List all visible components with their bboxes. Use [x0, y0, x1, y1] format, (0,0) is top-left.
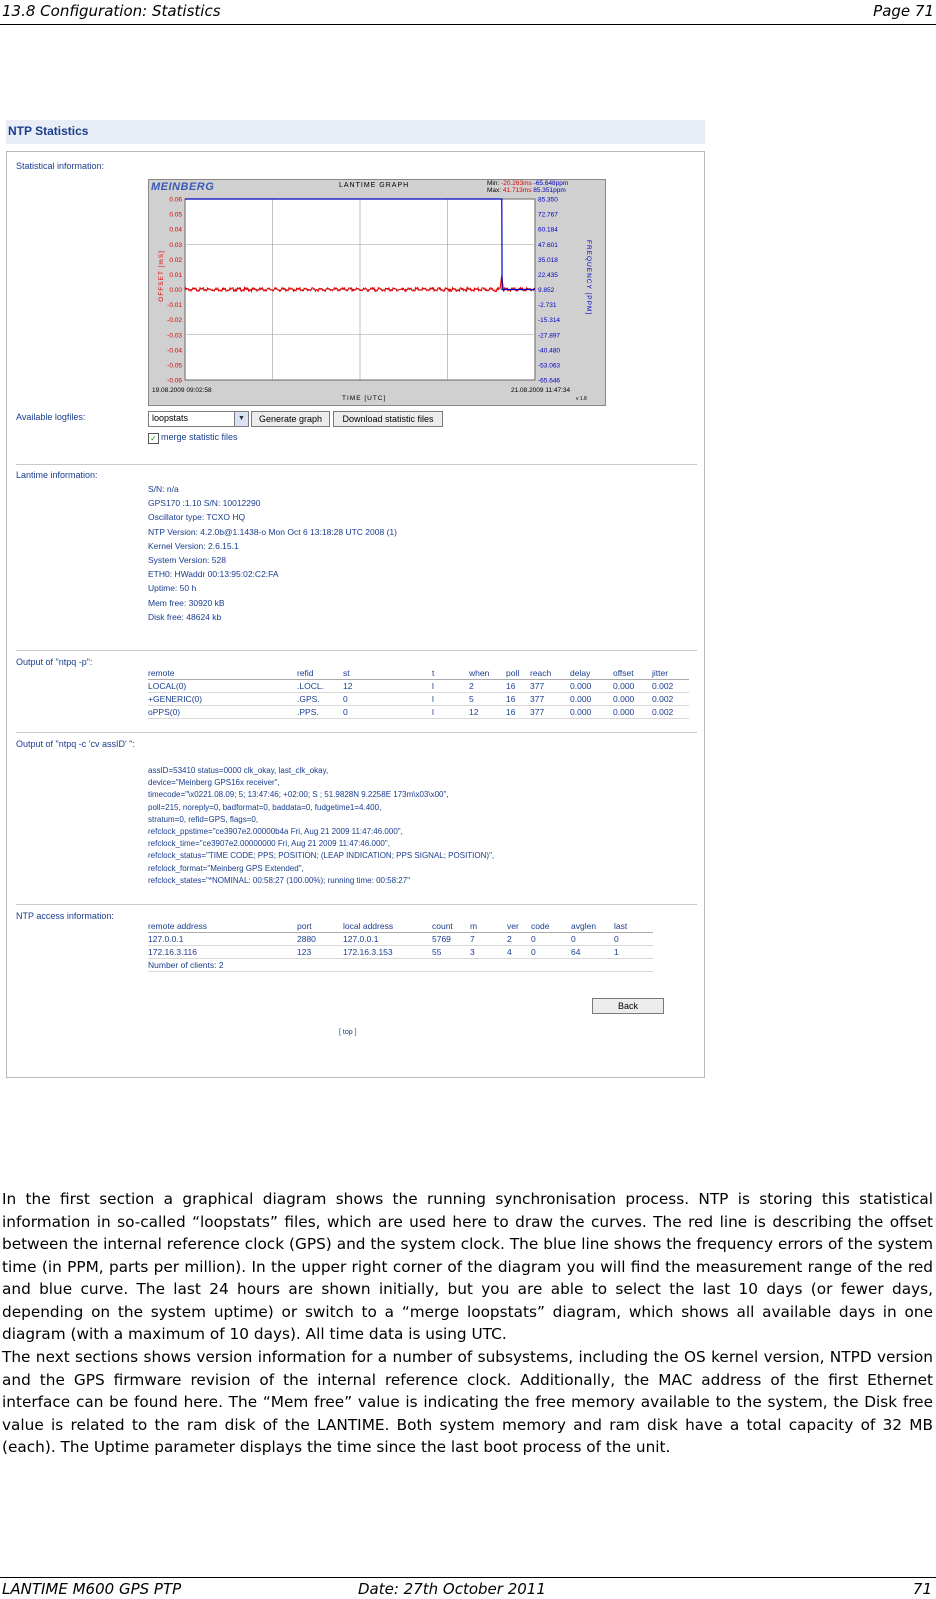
graph-min-readout: Min: -20.263ms -65.648ppm [487, 180, 569, 187]
table-cell: 0.000 [613, 706, 652, 719]
download-statistic-files-button[interactable]: Download statistic files [333, 411, 443, 427]
frequency-tick-label: 35.018 [538, 256, 558, 264]
table-row [148, 693, 689, 706]
offset-tick-label: -0.03 [167, 332, 182, 340]
lantime-graph [148, 179, 606, 406]
table-cell: oPPS(0) [148, 706, 297, 719]
lantime-info-list [148, 482, 397, 624]
ntpq-cv-line: refclock_states="*NOMINAL: 00:58:27 (100.00%); running time: 00:58:27" [148, 875, 411, 885]
table-cell: 1 [614, 946, 653, 959]
page-number-header: Page 71 [873, 2, 934, 20]
table-header-row [148, 667, 689, 680]
column-header: last [614, 920, 653, 933]
lantime-info-line: Mem free: 30920 kB [148, 597, 225, 608]
table-cell: 0.000 [613, 693, 652, 706]
ntp-statistics-screenshot [6, 120, 705, 1078]
frequency-tick-label: -27.897 [538, 332, 561, 340]
lantime-info-line: S/N: n/a [148, 484, 179, 494]
table-row [148, 706, 689, 719]
column-header: delay [570, 667, 613, 680]
table-cell: 127.0.0.1 [343, 933, 432, 946]
merge-statistic-label: merge statistic files [161, 432, 238, 442]
footer-product: LANTIME M600 GPS PTP [2, 1580, 182, 1598]
lantime-info-label: Lantime information: [16, 470, 98, 480]
column-header: t [432, 667, 469, 680]
table-cell: +GENERIC(0) [148, 693, 297, 706]
table-cell: 2880 [297, 933, 343, 946]
table-cell: LOCAL(0) [148, 680, 297, 693]
table-cell: 4 [507, 946, 531, 959]
frequency-tick-label: 72.767 [538, 211, 558, 219]
table-row [148, 680, 689, 693]
ntpq-cv-line: timecode="\x0221.08.09; 5; 13:47:46; +02:00; S ; 51.9828N 9.2258E 173m\x03\x00", [148, 790, 449, 800]
divider [16, 732, 697, 733]
table-cell: 0.000 [570, 693, 613, 706]
page-footer [0, 1577, 936, 1599]
frequency-tick-label: -15.314 [538, 317, 561, 325]
frequency-tick-label: -40.480 [538, 347, 561, 355]
frequency-tick-label: 60.184 [538, 226, 558, 234]
offset-tick-label: -0.02 [167, 317, 182, 325]
table-cell: 2 [507, 933, 531, 946]
table-cell: 7 [470, 933, 507, 946]
column-header: count [432, 920, 470, 933]
graph-version: v 1.8 [576, 396, 587, 402]
graph-max-readout: Max: 41.713ms 85.351ppm [487, 187, 566, 194]
table-cell: 16 [506, 680, 530, 693]
table-cell: .PPS. [297, 706, 343, 719]
logfile-select-value: loopstats [152, 413, 189, 423]
table-header-row [148, 920, 653, 933]
ntpq-cv-line: refclock_ppstime="ce3907e2.00000b4a Fri, Aug 21 2009 11:47:46.000", [148, 827, 403, 837]
column-header: remote [148, 667, 297, 680]
offset-tick-label: 0.06 [169, 196, 182, 204]
frequency-axis-label: FREQUENCY [PPM] [585, 240, 592, 316]
ntpq-cv-output [148, 765, 494, 887]
lantime-info-line: GPS170 :1.10 S/N: 10012290 [148, 498, 261, 509]
table-cell: 0.000 [613, 680, 652, 693]
ntp-access-label: NTP access information: [16, 911, 114, 921]
column-header: m [470, 920, 507, 933]
lantime-info-line: Uptime: 50 h [148, 583, 197, 594]
table-cell: 3 [470, 946, 507, 959]
graph-plot [149, 180, 605, 405]
statistical-info-label: Statistical information: [16, 161, 105, 171]
graph-title: LANTIME GRAPH [339, 182, 410, 189]
ntpq-cv-line: poll=215, noreply=0, badformat=0, baddata=0, fudgetime1=4.400, [148, 802, 382, 812]
table-cell: 5769 [432, 933, 470, 946]
table-cell: 0 [571, 933, 614, 946]
table-cell: 55 [432, 946, 470, 959]
footer-page-number: 71 [912, 1580, 932, 1598]
column-header: local address [343, 920, 432, 933]
divider [16, 904, 697, 905]
table-cell: 377 [530, 706, 570, 719]
ntpq-p-label: Output of "ntpq -p": [16, 657, 93, 667]
offset-tick-label: 0.05 [169, 211, 182, 219]
lantime-info-line: Disk free: 48624 kb [148, 611, 222, 622]
frequency-tick-label: 22.435 [538, 271, 558, 279]
frequency-tick-label: -65.646 [538, 377, 561, 385]
ntpq-cv-line: refclock_format="Meinberg GPS Extended", [148, 863, 304, 873]
column-header: port [297, 920, 343, 933]
table-cell: 172.16.3.116 [148, 946, 297, 959]
table-row [148, 933, 653, 946]
offset-tick-label: -0.06 [167, 377, 182, 385]
table-cell: 0.002 [652, 693, 689, 706]
table-cell: 123 [297, 946, 343, 959]
table-cell: 12 [469, 706, 506, 719]
offset-axis-label: OFFSET [mS] [158, 250, 165, 302]
column-header: reach [530, 667, 570, 680]
divider [16, 464, 697, 465]
table-cell: 16 [506, 693, 530, 706]
x-end-label: 21.08.2009 11:47:34 [511, 387, 571, 394]
table-row [148, 959, 653, 972]
table-cell: 12 [343, 680, 432, 693]
frequency-tick-label: -53.063 [538, 362, 561, 370]
lantime-info-line: NTP Version: 4.2.0b@1.1438-o Mon Oct 6 13:18:28 UTC 2008 (1) [148, 526, 397, 537]
ntpq-cv-line: device="Meinberg GPS16x receiver", [148, 778, 280, 788]
ntpq-cv-label: Output of "ntpq -c 'cv assID' ": [16, 739, 135, 749]
table-cell: 0.002 [652, 706, 689, 719]
page-header [0, 0, 936, 25]
table-cell: 0 [531, 933, 571, 946]
offset-tick-label: 0.02 [169, 256, 182, 264]
generate-graph-button[interactable]: Generate graph [251, 411, 330, 427]
ntpq-p-table [148, 667, 689, 719]
table-cell: 64 [571, 946, 614, 959]
table-cell: 0 [614, 933, 653, 946]
ntpq-cv-line: stratum=0, refid=GPS, flags=0, [148, 814, 259, 824]
offset-tick-label: 0.01 [169, 271, 182, 279]
frequency-tick-label: 85.350 [538, 196, 558, 204]
available-logfiles-label: Available logfiles: [16, 412, 86, 422]
table-cell: 172.16.3.153 [343, 946, 432, 959]
offset-tick-label: -0.01 [167, 302, 182, 310]
table-cell: l [432, 680, 469, 693]
table-cell: 0 [343, 706, 432, 719]
column-header: avglen [571, 920, 614, 933]
lantime-info-line: System Version: 528 [148, 555, 226, 566]
offset-tick-label: 0.03 [169, 241, 182, 249]
offset-tick-label: -0.04 [167, 347, 182, 355]
offset-tick-label: -0.05 [167, 362, 182, 370]
table-cell: 5 [469, 693, 506, 706]
table-cell: 0.000 [570, 706, 613, 719]
top-link[interactable]: [ top ] [339, 1029, 357, 1036]
back-button[interactable]: Back [592, 998, 664, 1014]
paragraph: The next sections shows version information for a number of subsystems, including the OS kernel version, NTPD version and the GPS firmware revision of the internal reference clock. Additionally, the MAC address of the first Ethernet interface can be found here. The “Mem free” value is indicating the free memory available to the system, the Disk free value is related to the ram disk of the LANTIME. Both system memory and ram disk have a total capacity of 32 MB (each). The Uptime parameter displays the time since the last boot process of the unit. [2, 1348, 933, 1456]
ntpq-cv-line: assID=53410 status=0000 clk_okay, last_clk_okay, [148, 766, 329, 775]
column-header: st [343, 667, 432, 680]
table-cell: .GPS. [297, 693, 343, 706]
clients-count: Number of clients: 2 [148, 959, 653, 972]
table-row [148, 946, 653, 959]
table-cell: 377 [530, 680, 570, 693]
x-start-label: 19.08.2009 09:02:58 [152, 387, 212, 394]
lantime-info-line: Kernel Version: 2.6.15.1 [148, 540, 239, 551]
column-header: poll [506, 667, 530, 680]
ntp-statistics-title: NTP Statistics [8, 124, 89, 138]
column-header: offset [613, 667, 652, 680]
footer-date: Date: 27th October 2011 [358, 1580, 546, 1598]
table-cell: 0 [343, 693, 432, 706]
table-cell: .LOCL. [297, 680, 343, 693]
lantime-info-line: ETH0: HWaddr 00:13:95:02:C2:FA [148, 569, 279, 580]
column-header: when [469, 667, 506, 680]
column-header: refid [297, 667, 343, 680]
merge-statistic-checkbox[interactable] [148, 432, 238, 444]
divider [16, 650, 697, 651]
lantime-info-line: Oscillator type: TCXO HQ [148, 512, 246, 523]
table-cell: 0 [531, 946, 571, 959]
frequency-tick-label: 9.852 [538, 287, 555, 294]
chevron-down-icon[interactable]: ▼ [234, 412, 248, 426]
column-header: jitter [652, 667, 689, 680]
column-header: remote address [148, 920, 297, 933]
column-header: code [531, 920, 571, 933]
table-cell: 0.002 [652, 680, 689, 693]
offset-tick-label: 0.04 [169, 226, 182, 234]
frequency-tick-label: 47.601 [538, 241, 558, 249]
frequency-tick-label: -2.731 [538, 302, 557, 310]
statistics-panel [6, 151, 705, 1078]
ntpq-cv-line: refclock_time="ce3907e2.00000000 Fri, Aug 21 2009 11:47:46.000", [148, 839, 390, 849]
table-cell: 0.000 [570, 680, 613, 693]
column-header: ver [507, 920, 531, 933]
paragraph: In the first section a graphical diagram shows the running synchronisation process. NTP is storing this statistical information in so-called “loopstats” files, which are used here to draw the curves. The red line is describing the offset between the internal reference clock (GPS) and the system clock. The blue line shows the frequency errors of the system time (in PPM, parts per million). In the upper right corner of the diagram you will find the measurement range of the red and blue curve. The last 24 hours are shown initially, but you are able to select the last 10 days (or fewer days, depending on the system uptime) or switch to a “merge loopstats” diagram, which shows all available days in one diagram (with a maximum of 10 days). All time data is using UTC. [2, 1190, 933, 1343]
table-cell: 127.0.0.1 [148, 933, 297, 946]
logfile-select[interactable] [148, 411, 249, 427]
table-cell: l [432, 706, 469, 719]
time-axis-label: TIME [UTC] [342, 395, 387, 402]
screenshot-titlebar [6, 120, 705, 144]
section-title: 13.8 Configuration: Statistics [2, 2, 221, 20]
checkmark-icon[interactable]: ✓ [148, 433, 159, 444]
table-cell: 377 [530, 693, 570, 706]
table-cell: l [432, 693, 469, 706]
table-cell: 2 [469, 680, 506, 693]
meinberg-logo: MEINBERG [151, 181, 215, 193]
offset-tick-label: 0.00 [169, 287, 182, 294]
table-cell: 16 [506, 706, 530, 719]
ntp-access-table [148, 920, 653, 972]
ntpq-cv-line: refclock_status="TIME CODE; PPS; POSITION; (LEAP INDICATION; PPS SIGNAL; POSITION)", [148, 851, 495, 861]
